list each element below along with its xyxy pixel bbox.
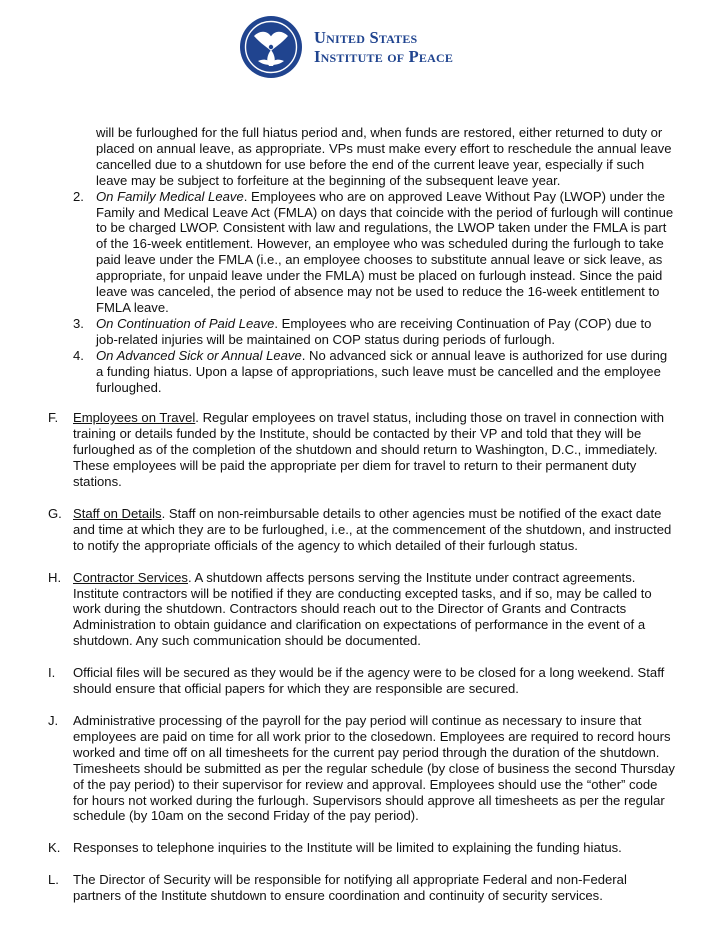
list-item: 2. On Family Medical Leave. Employees who are on approved Leave Without Pay (LWOP) under the Family and Medical Leave Act (FMLA) on days that coincide with the period of furlough will continue to be charged LWOP. Consistent with law and regulations, the LWOP taken under the FMLA is part of the 16-week entitlement. However, an employee who was scheduled during the furlough to take paid leave under the FMLA (i.e., an employee chooses to substitute annual leave or sick leave, as appropriate, for unpaid leave under the FMLA) must be placed on furlough instead. Since the paid leave was canceled, the period of absence may not be used to reduce the 16-week entitlement to FMLA leave. bbox=[73, 188, 674, 315]
section-letter: F. bbox=[48, 410, 59, 426]
list-item: 3. On Continuation of Paid Leave. Employees who are receiving Continuation of Pay (COP) due to job-related injuries will be maintained on COP status during periods of furlough. bbox=[73, 315, 652, 347]
list-item-title: On Family Medical Leave bbox=[96, 188, 244, 204]
section-l bbox=[48, 872, 675, 904]
section-letter: L. bbox=[48, 872, 59, 888]
list-item-text: Employees who are on approved Leave Without Pay (LWOP) under the Family and Medical Leave Act (FMLA) on days that coincide with the period of furlough will continue to be charged LWOP. Consistent with law and regulations, the LWOP taken under the FMLA is part of the 16-week entitlement. However, an employee who was scheduled during the furlough to take paid leave under the FMLA (i.e., an employee chooses to substitute annual leave or sick leave, as appropriate, for unpaid leave under the FMLA) must be placed on furlough instead. Since the paid leave was canceled, the period of absence may not be used to reduce the 16-week entitlement to FMLA leave. bbox=[96, 188, 674, 315]
section-j bbox=[48, 713, 675, 824]
section-title: Staff on Details bbox=[73, 505, 162, 521]
organization-name bbox=[314, 28, 453, 66]
section-g: G. Staff on Details. Staff on non-reimbursable details to other agencies must be notified of the exact date and time at which they are to be furloughed, i.e., at the commencement of the shutdown, and instructed to notify the appropriate officials of the agency to which detailed of their furlough status. bbox=[48, 505, 672, 553]
section-text: A shutdown affects persons serving the Institute under contract agreements. Institute contractors will be notified if they are conducting excepted tasks, and if so, may be called to work during the shutdown. Contractors should reach out to the Director of Grants and Contracts Administration to obtain guidance and clarification on expectations of performance in the event of a shutdown. Any such communication should be documented. bbox=[73, 569, 652, 649]
section-title: Employees on Travel bbox=[73, 410, 196, 426]
list-item-title: On Continuation of Paid Leave bbox=[96, 315, 275, 331]
section-k bbox=[48, 840, 675, 856]
section-text: The Director of Security will be responsible for notifying all appropriate Federal and non-Federal partners of the Institute shutdown to ensure coordination and continuity of security services. bbox=[73, 872, 627, 904]
section-letter: J. bbox=[48, 713, 59, 728]
lettered-sections bbox=[0, 410, 705, 904]
section-letter: K. bbox=[48, 840, 61, 856]
list-item-number: 2. bbox=[73, 188, 84, 204]
list-item-text: Employees who are receiving Continuation of Pay (COP) due to job-related injuries will be maintained on COP status during periods of furlough. bbox=[96, 315, 652, 347]
list-item-number: 4. bbox=[73, 347, 84, 363]
section-text: Administrative processing of the payroll for the pay period will continue as necessary to insure that employees are paid on time for all work prior to the closedown. Employees are required to record hours worked and time off on all timesheets for the current pay period through the duration of the shutdown. Timesheets should be submitted as per the regular schedule (by close of business the second Thursday of the pay period) to their supervisor for review and approval. Employees should use the “other” code for hours not worked during the furlough. Supervisors should approve all timesheets as per the regular schedule (by 10am on the second Friday of the pay period). bbox=[73, 713, 675, 824]
section-h: H. Contractor Services. A shutdown affects persons serving the Institute under contract agreements. Institute contractors will be notified if they are conducting excepted tasks, and if so, may be called to work during the shutdown. Contractors should reach out to the Director of Grants and Contracts Administration to obtain guidance and clarification on expectations of performance in the event of a shutdown. Any such communication should be documented. bbox=[48, 569, 652, 649]
list-item-text: No advanced sick or annual leave is authorized for use during a funding hiatus. Upon a lapse of appropriations, such leave must be cancelled and the employee furloughed. bbox=[96, 347, 668, 395]
section-title: Contractor Services bbox=[73, 569, 188, 585]
continuation-paragraph: will be furloughed for the full hiatus period and, when funds are restored, either returned to duty or placed on annual leave, as appropriate. VPs must make every effort to reschedule the annual leave cancelled due to a shutdown for use before the end of the current leave year, especially if such leave may be subject to forfeiture at the beginning of the subsequent leave year. bbox=[96, 125, 672, 188]
section-i bbox=[48, 665, 675, 697]
org-name-line1: United States bbox=[314, 28, 418, 47]
page-header bbox=[236, 14, 453, 80]
list-item: 4. On Advanced Sick or Annual Leave. No advanced sick or annual leave is authorized for use during a funding hiatus. Upon a lapse of appropriations, such leave must be cancelled and the employee furloughed. bbox=[73, 347, 668, 395]
peace-dove-seal-icon bbox=[236, 14, 306, 80]
section-f: F. Employees on Travel. Regular employees on travel status, including those on travel in connection with training or details funded by the Institute, should be contacted by their VP and told that they will be furloughed as of the completion of the shutdown and should return to Washington, D.C., immediately. These employees will be paid the appropriate per diem for travel to return to their permanent duty stations. bbox=[48, 410, 665, 490]
list-item-number: 3. bbox=[73, 315, 84, 331]
org-name-line2: Institute of Peace bbox=[314, 47, 454, 66]
section-letter: G. bbox=[48, 505, 62, 521]
leave-numbered-list bbox=[0, 189, 705, 396]
section-text: Regular employees on travel status, including those on travel in connection with training or details funded by the Institute, should be contacted by their VP and told that they will be furloughed as of the completion of the shutdown and should return to Washington, D.C., immediately. These employees will be paid the appropriate per diem for travel to return to their permanent duty stations. bbox=[73, 410, 665, 490]
section-letter: I. bbox=[48, 665, 56, 681]
section-letter: H. bbox=[48, 569, 62, 585]
document-body bbox=[0, 125, 705, 920]
section-text: Staff on non-reimbursable details to other agencies must be notified of the exact date and time at which they are to be furloughed, i.e., at the commencement of the shutdown, and instructed to notify the appropriate officials of the agency to which detailed of their furlough status. bbox=[73, 505, 672, 553]
list-item-title: On Advanced Sick or Annual Leave bbox=[96, 347, 302, 363]
section-text: Responses to telephone inquiries to the Institute will be limited to explaining the funding hiatus. bbox=[73, 840, 622, 856]
section-text: Official files will be secured as they would be if the agency were to be closed for a long weekend. Staff should ensure that official papers for which they are responsible are secured. bbox=[73, 665, 665, 697]
